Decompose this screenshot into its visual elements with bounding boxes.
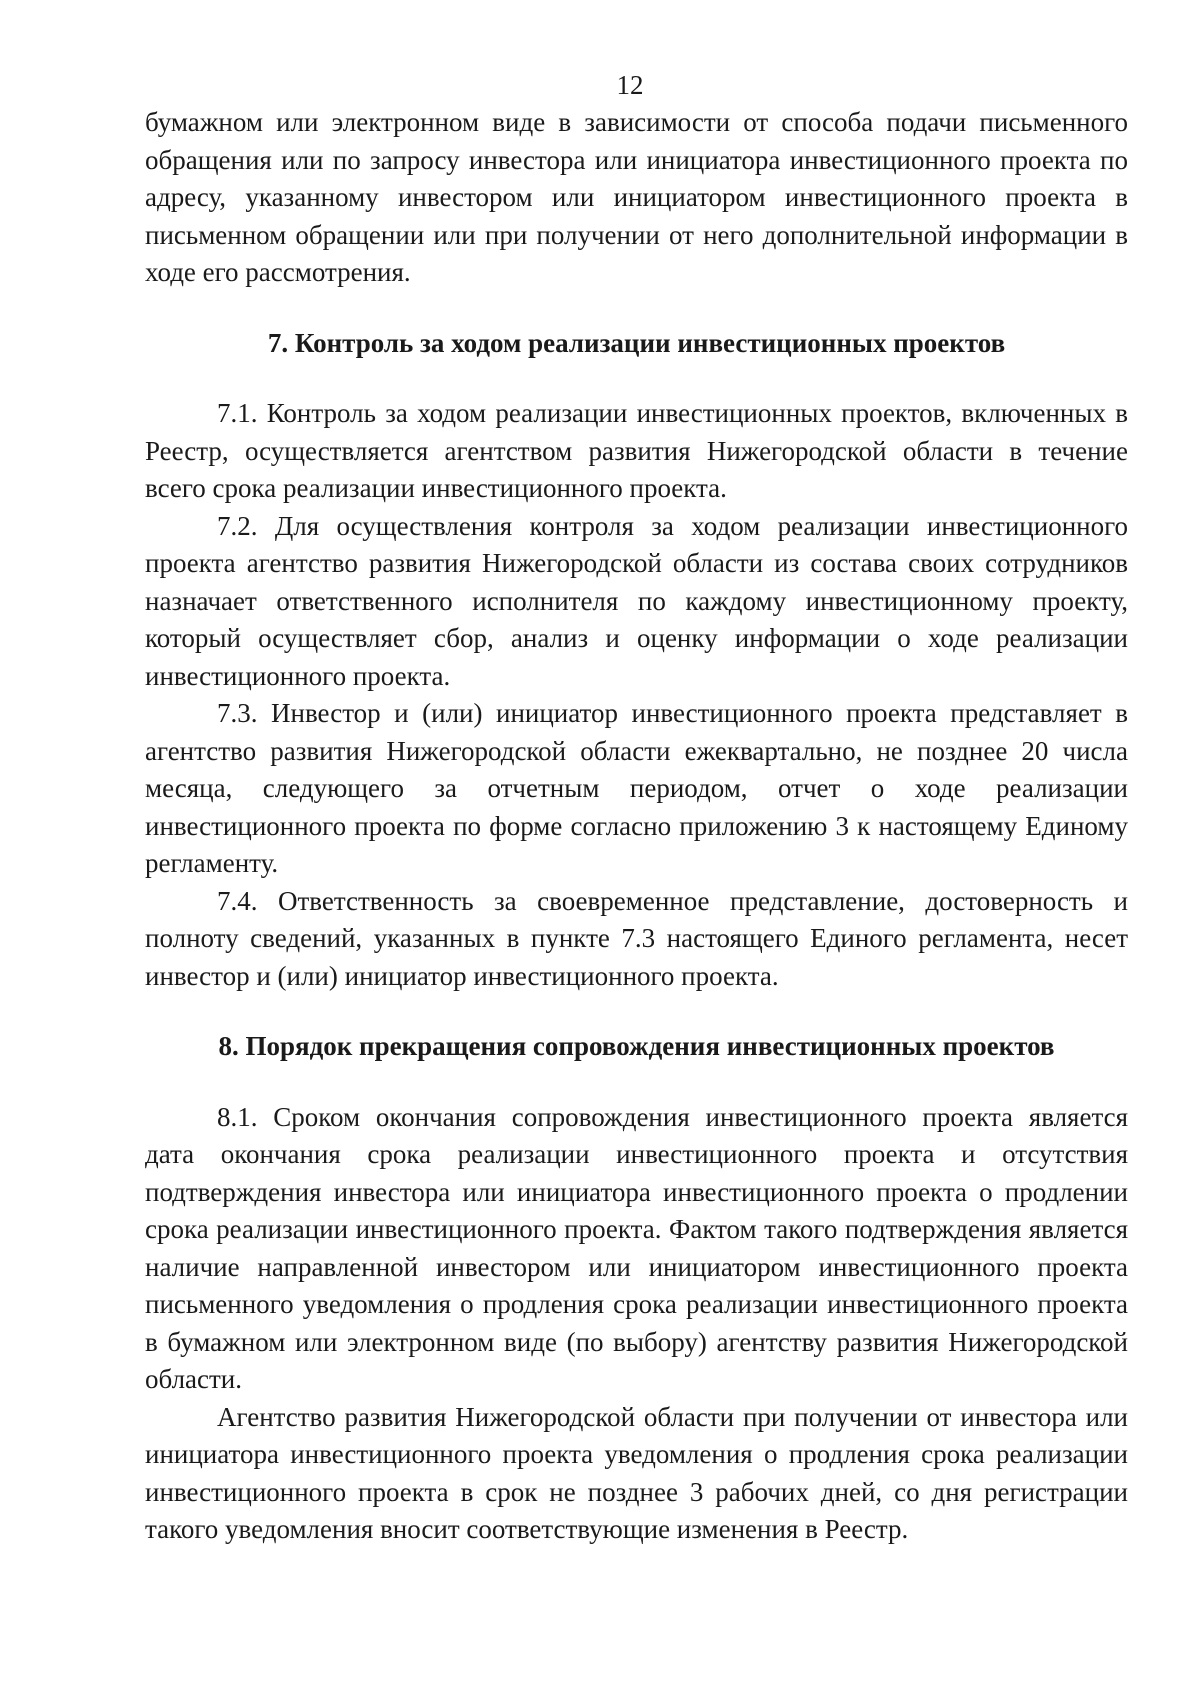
- paragraph-8-1: 8.1. Сроком окончания сопровождения инвестиционного проекта является дата окончания срока реализации инвестиционного проекта и отсутствия подтверждения инвестора или инициатора инвестиционного проекта о продлении срока реализации инвестиционного проекта. Фактом такого подтверждения является наличие направленной инвестором или инициатором инвестиционного проекта письменного уведомления о продления срока реализации инвестиционного проекта в бумажном или электронном виде (по выбору) агентству развития Нижегородской области.: [145, 1101, 1128, 1394]
- paragraph-7-2: 7.2. Для осуществления контроля за ходом реализации инвестиционного проекта агентство развития Нижегородской области из состава своих сотрудников назначает ответственного исполнителя по каждому инвестиционному проекту, который осуществляет сбор, анализ и оценку информации о ходе реализации инвестиционного проекта.: [145, 510, 1128, 691]
- section-8-heading: 8. Порядок прекращения сопровождения инвестиционных проектов: [218, 1031, 1055, 1061]
- paragraph-7-1: 7.1. Контроль за ходом реализации инвестиционных проектов, включенных в Реестр, осуществляется агентством развития Нижегородской области в течение всего срока реализации инвестиционного проекта.: [145, 398, 1128, 503]
- document-body: [145, 104, 1128, 1549]
- paragraph-7-4: 7.4. Ответственность за своевременное представление, достоверность и полноту сведений, указанных в пункте 7.3 настоящего Единого регламента, несет инвестор и (или) инициатор инвестиционного проекта.: [145, 885, 1128, 991]
- continuation-paragraph: бумажном или электронном виде в зависимости от способа подачи письменного обращения или по запросу инвестора или инициатора инвестиционного проекта по адресу, указанному инвестором или инициатором инвестиционного проекта в письменном обращении или при получении от него дополнительной информации в ходе его рассмотрения.: [145, 107, 1128, 287]
- page-number: 12: [616, 70, 644, 100]
- section-7-heading: 7. Контроль за ходом реализации инвестиционных проектов: [267, 327, 1006, 358]
- paragraph-7-3: 7.3. Инвестор и (или) инициатор инвестиционного проекта представляет в агентство развития Нижегородской области ежеквартально, не позднее 20 числа месяца, следующего за отчетным периодом, отчет о ходе реализации инвестиционного проекта по форме согласно приложению 3 к настоящему Единому регламенту.: [145, 698, 1128, 878]
- paragraph-8-1-continued: Агентство развития Нижегородской области при получении от инвестора или инициатора инвестиционного проекта уведомления о продления срока реализации инвестиционного проекта в срок не позднее 3 рабочих дней, со дня регистрации такого уведомления вносит соответствующие изменения в Реестр.: [145, 1401, 1128, 1544]
